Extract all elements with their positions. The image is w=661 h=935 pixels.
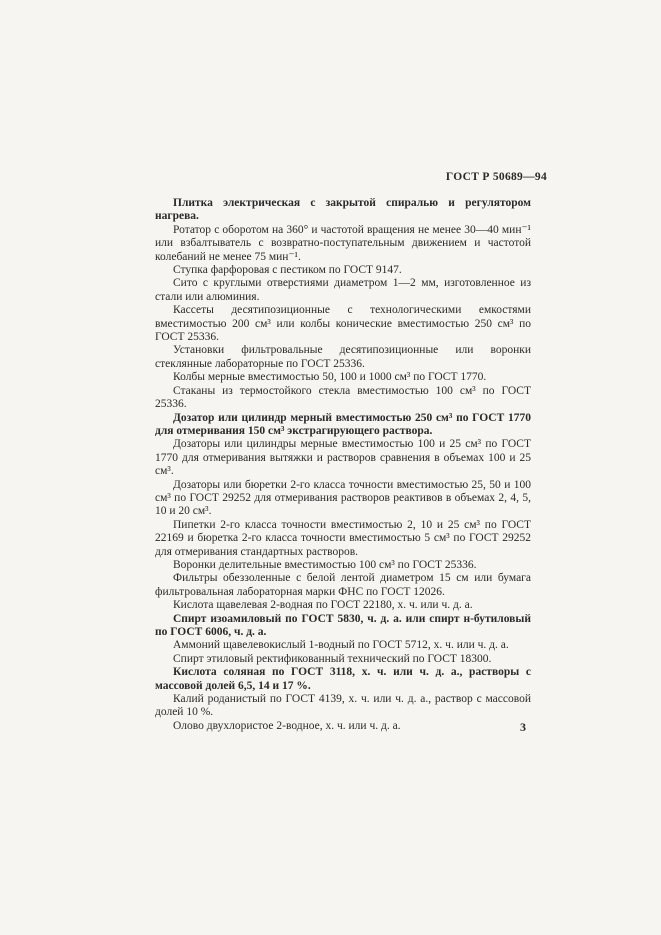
paragraph: Дозаторы или бюретки 2-го класса точности вместимостью 25, 50 и 100 см³ по ГОСТ 29252 для отмеривания растворов реактивов в объемах 2, 4, 5, 10 и 20 см³. bbox=[155, 478, 531, 518]
paragraph: Стаканы из термостойкого стекла вместимостью 100 см³ по ГОСТ 25336. bbox=[155, 384, 531, 411]
paragraph: Кассеты десятипозиционные с технологическими емкостями вместимостью 200 см³ или колбы конические вместимостью 250 см³ по ГОСТ 25336. bbox=[155, 304, 531, 344]
paragraph: Калий роданистый по ГОСТ 4139, х. ч. или ч. д. а., раствор с массовой долей 10 %. bbox=[155, 693, 531, 719]
paragraph: Воронки делительные вместимостью 100 см³ по ГОСТ 25336. bbox=[173, 558, 477, 571]
paragraph: Кислота щавелевая 2-водная по ГОСТ 22180, х. ч. или ч. д. а. bbox=[173, 599, 473, 612]
paragraph: Спирт изоамиловый по ГОСТ 5830, ч. д. а. или спирт н-бутиловый по ГОСТ 6006, ч. д. а. bbox=[155, 612, 531, 638]
page-number: 3 bbox=[520, 720, 526, 734]
paragraph: Аммоний щавелевокислый 1-водный по ГОСТ 5712, х. ч. или ч. д. а. bbox=[173, 639, 509, 652]
paragraph: Установки фильтровальные десятипозиционные или воронки стеклянные лабораторные по ГОСТ 25336. bbox=[155, 344, 531, 370]
paragraph: Сито с круглыми отверстиями диаметром 1—2 мм, изготовленное из стали или алюминия. bbox=[155, 277, 531, 303]
paragraph: Фильтры обеззоленные с белой лентой диаметром 15 см или бумага фильтровальная лабораторная марки ФНС по ГОСТ 12026. bbox=[155, 572, 531, 598]
paragraph: Олово двухлористое 2-водное, х. ч. или ч. д. а. bbox=[173, 719, 401, 732]
paragraph: Плитка электрическая с закрытой спиралью и регулятором нагрева. bbox=[155, 197, 531, 223]
document-body bbox=[155, 197, 531, 733]
paragraph: Ступка фарфоровая с пестиком по ГОСТ 9147. bbox=[173, 264, 402, 277]
paragraph: Дозатор или цилиндр мерный вместимостью 250 см³ по ГОСТ 1770 для отмеривания 150 см³ экстрагирующего раствора. bbox=[155, 411, 531, 437]
document-code: ГОСТ Р 50689—94 bbox=[445, 171, 547, 183]
paragraph: Колбы мерные вместимостью 50, 100 и 1000 см³ по ГОСТ 1770. bbox=[173, 371, 487, 384]
paragraph: Дозаторы или цилиндры мерные вместимостью 100 и 25 см³ по ГОСТ 1770 для отмеривания вытяжки и растворов сравнения в объемах 100 и 25 см³. bbox=[155, 438, 531, 478]
paragraph: Кислота соляная по ГОСТ 3118, х. ч. или ч. д. а., растворы с массовой долей 6,5, 14 и 17 %. bbox=[155, 666, 531, 692]
paragraph: Пипетки 2-го класса точности вместимостью 2, 10 и 25 см³ по ГОСТ 22169 и бюретка 2-го класса точности вместимостью 5 см³ по ГОСТ 29252 для отмеривания стандартных растворов. bbox=[155, 518, 531, 558]
paragraph: Спирт этиловый ректификованный технический по ГОСТ 18300. bbox=[173, 652, 492, 665]
paragraph: Ротатор с оборотом на 360° и частотой вращения не менее 30—40 мин⁻¹ или взбалтыватель с возвратно-поступательным движением и частотой колебаний не менее 75 мин⁻¹. bbox=[155, 223, 531, 263]
